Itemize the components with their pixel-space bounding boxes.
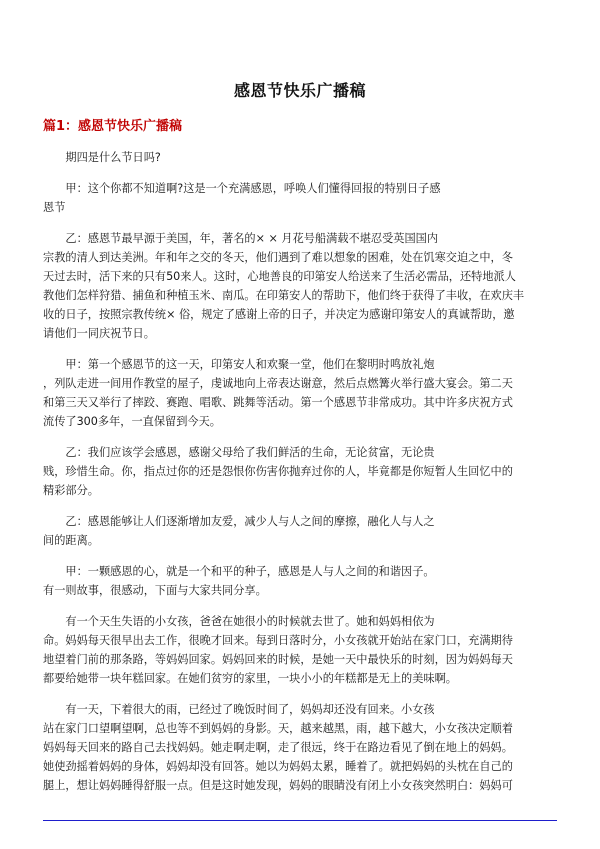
text-line: 站在家门口望啊望啊，总也等不到妈妈的身影。天，越来越黑，雨，越下越大，小女孩决定顺着: [43, 722, 513, 735]
text-line: 她使劲摇着妈妈的身体，妈妈却没有回答。她以为妈妈太累，睡着了。就把妈妈的头枕在自己的: [43, 760, 513, 773]
section-heading: 篇1：感恩节快乐广播稿: [43, 119, 183, 134]
paragraph: [43, 148, 557, 167]
paragraph: [43, 179, 557, 217]
footer-divider: [43, 820, 557, 821]
text-line: 腿上，想让妈妈睡得舒服一点。但是这时她发现，妈妈的眼睛没有闭上小女孩突然明白：妈妈可: [43, 779, 513, 792]
paragraph: [43, 700, 557, 795]
paragraph: [43, 562, 557, 600]
text-line: 请他们一同庆祝节日。: [43, 327, 155, 340]
text-line: 乙：感恩能够让人们逐渐增加友爱，减少人与人之间的摩擦，融化人与人之: [43, 515, 435, 528]
paragraph: [43, 229, 557, 343]
text-line: 有一个天生失语的小女孩，爸爸在她很小的时候就去世了。她和妈妈相依为: [43, 615, 435, 628]
text-line: 教他们怎样狩猎、捕鱼和种植玉米、南瓜。在印第安人的帮助下，他们终于获得了丰收，在欢庆丰: [43, 289, 525, 302]
text-line: 收的日子，按照宗教传统× 俗，规定了感谢上帝的日子，并决定为感谢印第安人的真诚帮助，邀: [43, 308, 515, 321]
document-page: [43, 0, 557, 807]
paragraph: [43, 443, 557, 500]
text-line: 精彩部分。: [43, 484, 99, 497]
text-line: 贱，珍惜生命。你，指点过你的还是怨恨你伤害你抛弃过你的人，毕竟都是你短暂人生回忆中的: [43, 465, 513, 478]
text-line: 乙：我们应该学会感恩，感谢父母给了我们鲜活的生命，无论贫富，无论贵: [43, 446, 435, 459]
text-line: 甲：这个你都不知道啊?这是一个充满感恩，呼唤人们懂得回报的特别日子感: [43, 182, 441, 195]
text-line: 乙：感恩节最早源于美国，年，著名的× × 月花号船满载不堪忍受英国国内: [43, 232, 439, 245]
paragraph: [43, 355, 557, 431]
text-line: 有一天，下着很大的雨，已经过了晚饭时间了，妈妈却还没有回来。小女孩: [43, 703, 435, 716]
paragraph: [43, 612, 557, 688]
text-line: 命。妈妈每天很早出去工作，很晚才回来。每到日落时分，小女孩就开始站在家门口，充满期待: [43, 634, 513, 647]
text-line: 甲：第一个感恩节的这一天，印第安人和欢聚一堂，他们在黎明时鸣放礼炮: [43, 358, 435, 371]
page-title: 感恩节快乐广播稿: [233, 81, 366, 100]
text-line: 宗教的清人到达美洲。年和年之交的冬天，他们遇到了难以想象的困难，处在饥寒交迫之中，冬: [43, 251, 513, 264]
text-line: 都要给她带一块年糕回家。在她们贫穷的家里，一块小小的年糕都是无上的美味啊。: [43, 672, 457, 685]
text-line: 妈妈每天回来的路自己去找妈妈。她走啊走啊，走了很远，终于在路边看见了倒在地上的妈妈。: [43, 741, 513, 754]
paragraph: [43, 512, 557, 550]
text-line: 地望着门前的那条路，等妈妈回家。妈妈回来的时候，是她一天中最快乐的时刻，因为妈妈每天: [43, 653, 513, 666]
body-text: [43, 148, 557, 795]
text-line: 流传了300多年，一直保留到今天。: [43, 415, 221, 428]
text-line: ，列队走进一间用作教堂的屋子，虔诚地向上帝表达谢意，然后点燃篝火举行盛大宴会。第二天: [43, 377, 513, 390]
text-line: 天过去时，活下来的只有50来人。这时，心地善良的印第安人给送来了生活必需品，还特地派人: [43, 270, 516, 283]
text-line: 期四是什么节日吗?: [43, 151, 161, 164]
text-line: 间的距离。: [43, 534, 99, 547]
text-line: 和第三天又举行了摔跤、赛跑、唱歌、跳舞等活动。第一个感恩节非常成功。其中许多庆祝方式: [43, 396, 513, 409]
text-line: 恩节: [43, 201, 66, 214]
text-line: 有一则故事，很感动，下面与大家共同分享。: [43, 584, 267, 597]
text-line: 甲：一颗感恩的心，就是一个和平的种子，感恩是人与人之间的和谐因子。: [43, 565, 435, 578]
